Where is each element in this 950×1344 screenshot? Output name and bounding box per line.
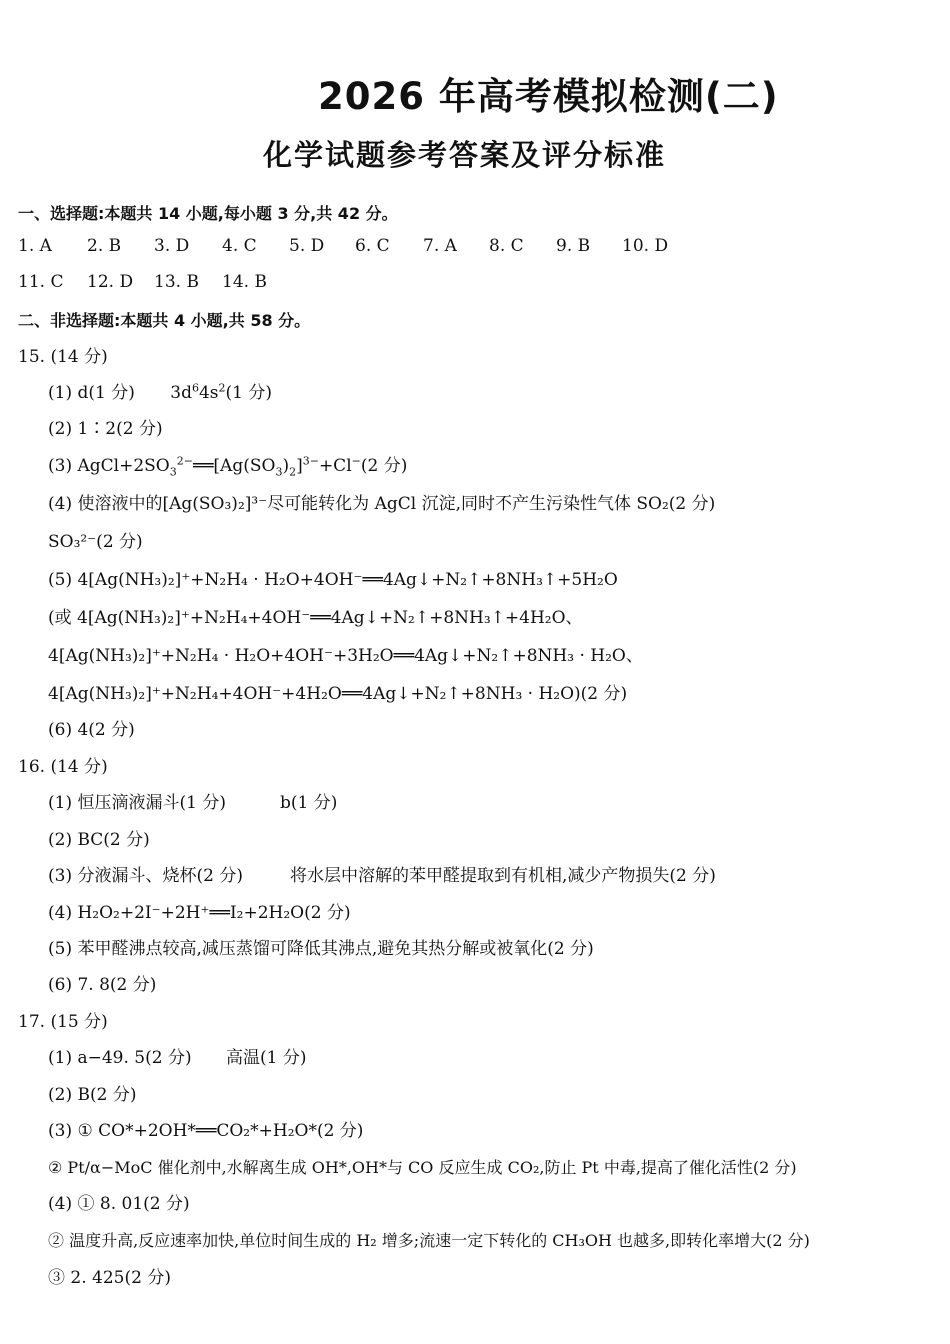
q15-part1-answer: (1) d(1 分) (48, 383, 135, 403)
mc-answer: 12. D (87, 272, 134, 292)
q15-part1 (48, 382, 272, 404)
mc-answer: 9. B (556, 236, 591, 256)
q17-part2: (2) B(2 分) (48, 1085, 137, 1105)
q17-part4-1: (4) ① 8. 01(2 分) (48, 1194, 190, 1214)
section-2-heading: 二、非选择题:本题共 4 小题,共 58 分。 (18, 311, 311, 330)
q17-part3-explanation: ② Pt/α−MoC 催化剂中,水解离生成 OH*,OH*与 CO 反应生成 CO₂,防止 Pt 中毒,提高了催化活性(2 分) (48, 1158, 797, 1177)
q16-part4: (4) H₂O₂+2I⁻+2H⁺══I₂+2H₂O(2 分) (48, 903, 351, 923)
q15-part1-config: $3d^64s^2(1$ 分) (170, 381, 272, 403)
page-title: 2026 年高考模拟检测(二) (318, 75, 779, 118)
q16-part5: (5) 苯甲醛沸点较高,减压蒸馏可降低其沸点,避免其热分解或被氧化(2 分) (48, 939, 594, 959)
mc-answer: 4. C (222, 236, 257, 256)
q15-part2: (2) 1∶2(2 分) (48, 419, 163, 439)
page-subtitle: 化学试题参考答案及评分标准 (263, 138, 667, 172)
q15-part3: (3) $AgCl+2SO_3^{2-}══[Ag(SO_3)_2]^{3-}+Cl^-(2$ 分) (48, 454, 408, 479)
q15-part4: (4) 使溶液中的[Ag(SO₃)₂]³⁻尽可能转化为 AgCl 沉淀,同时不产生污染性气体 SO₂(2 分) (48, 494, 716, 514)
q17-part3-equation: (3) ① CO*+2OH*══CO₂*+H₂O*(2 分) (48, 1121, 364, 1141)
q16-part1-b: b(1 分) (280, 793, 338, 813)
mc-answer: 2. B (87, 236, 122, 256)
mc-answer: 10. D (622, 236, 669, 256)
q15-part5-alt1: (或 4[Ag(NH₃)₂]⁺+N₂H₄+4OH⁻══4Ag↓+N₂↑+8NH₃↑+4H₂O、 (48, 608, 583, 628)
mc-answer: 11. C (18, 272, 64, 292)
q15-part5-alt2: 4[Ag(NH₃)₂]⁺+N₂H₄ · H₂O+4OH⁻+3H₂O══4Ag↓+N₂↑+8NH₃ · H₂O、 (48, 646, 643, 666)
q16-part6: (6) 7. 8(2 分) (48, 975, 157, 995)
q15-part6: (6) 4(2 分) (48, 720, 135, 740)
mc-answer: 8. C (489, 236, 524, 256)
mc-answer: 6. C (355, 236, 390, 256)
mc-answer: 14. B (222, 272, 267, 292)
mc-answer: 1. A (18, 236, 52, 256)
q16-part3: (3) 分液漏斗、烧杯(2 分) (48, 866, 243, 886)
q17-part4-2: ② 温度升高,反应速率加快,单位时间生成的 H₂ 增多;流速一定下转化的 CH₃OH 也越多,即转化率增大(2 分) (48, 1231, 810, 1250)
q15-part5-equation: (5) 4[Ag(NH₃)₂]⁺+N₂H₄ · H₂O+4OH⁻══4Ag↓+N₂↑+8NH₃↑+5H₂O (48, 570, 618, 590)
q17-part1-condition: 高温(1 分) (226, 1048, 307, 1068)
mc-answer: 3. D (154, 236, 190, 256)
q15-part4-ion: SO₃²⁻(2 分) (48, 532, 143, 552)
q17-part4-3: ③ 2. 425(2 分) (48, 1268, 171, 1288)
q17-header: 17. (15 分) (18, 1012, 108, 1032)
q16-part2: (2) BC(2 分) (48, 830, 150, 850)
mc-answer: 13. B (154, 272, 199, 292)
section-1-heading: 一、选择题:本题共 14 小题,每小题 3 分,共 42 分。 (18, 204, 398, 223)
q16-part1: (1) 恒压滴液漏斗(1 分) (48, 793, 226, 813)
q16-header: 16. (14 分) (18, 757, 108, 777)
q15-header: 15. (14 分) (18, 347, 108, 367)
q16-part3-reason: 将水层中溶解的苯甲醛提取到有机相,减少产物损失(2 分) (290, 866, 716, 886)
q17-part1: (1) a−49. 5(2 分) (48, 1048, 192, 1068)
mc-answer: 7. A (423, 236, 457, 256)
mc-answer: 5. D (289, 236, 325, 256)
q15-part5-alt3: 4[Ag(NH₃)₂]⁺+N₂H₄+4OH⁻+4H₂O══4Ag↓+N₂↑+8NH₃ · H₂O)(2 分) (48, 684, 628, 704)
